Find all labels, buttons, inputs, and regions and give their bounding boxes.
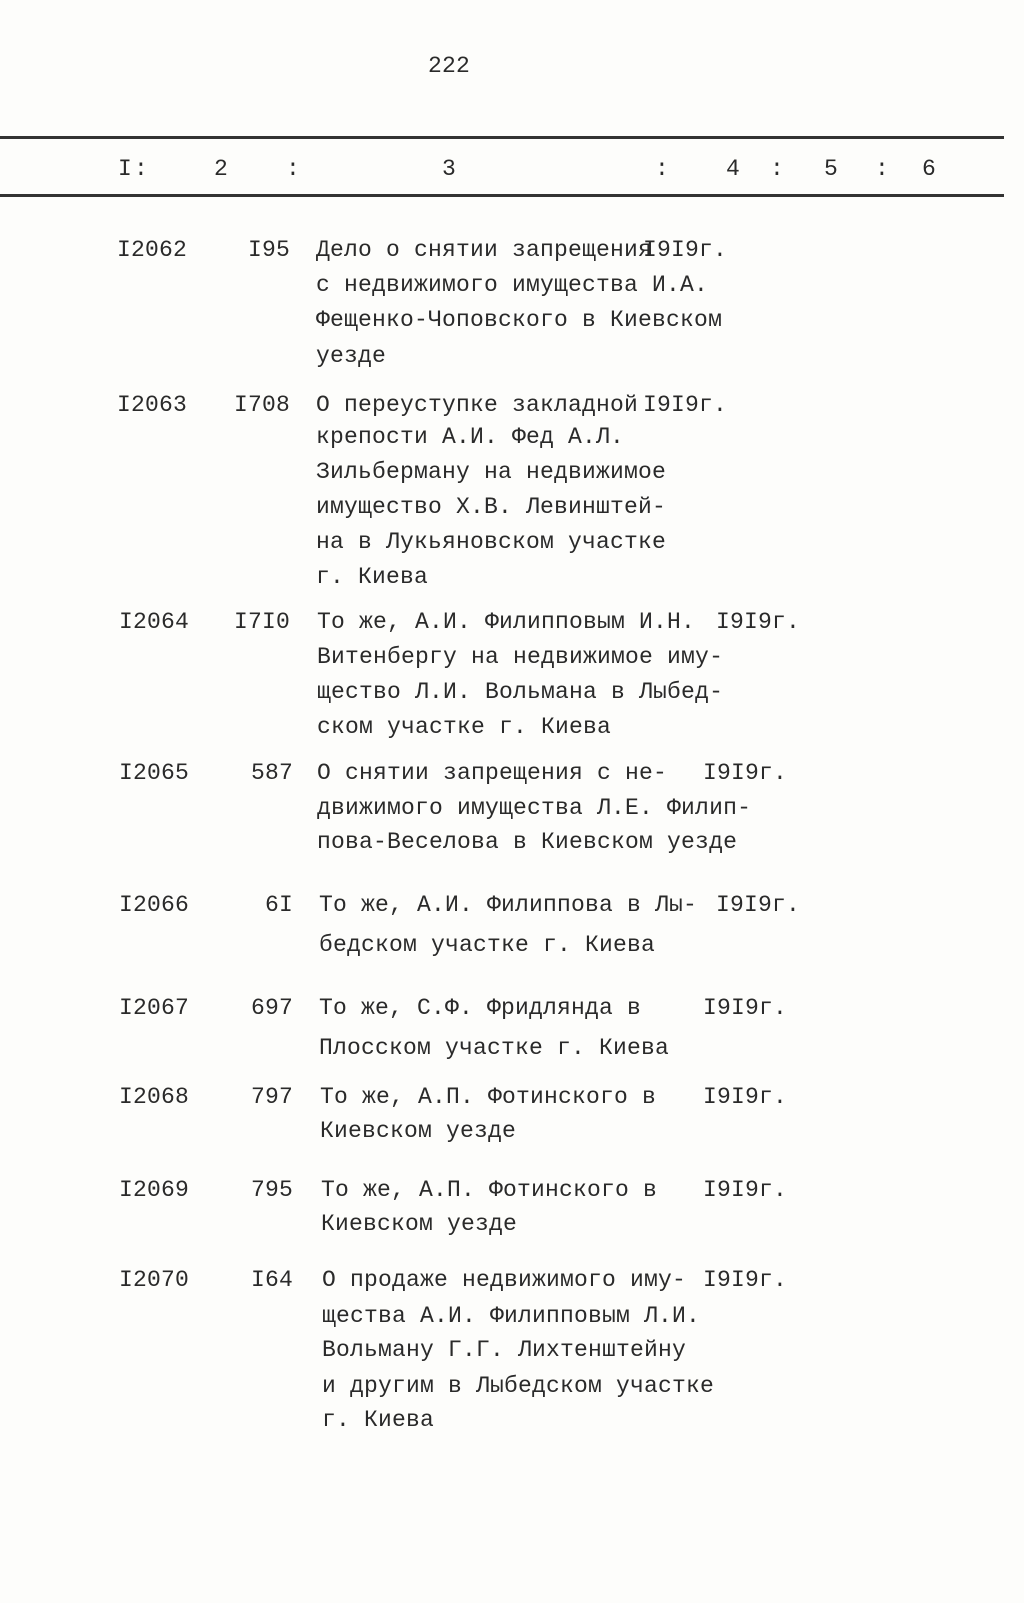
description-line: крепости А.И. Фед А.Л. <box>316 424 625 450</box>
description-line: уезде <box>316 343 387 369</box>
file-number: I64 <box>250 1267 293 1293</box>
year: I9I9г. <box>703 995 788 1021</box>
entry-number: I2062 <box>117 237 188 263</box>
description-line: и другим в Лыбедском участке <box>322 1373 715 1399</box>
entry-number: I2070 <box>119 1267 190 1293</box>
description-line: г. Киева <box>316 564 429 590</box>
description-line: Киевском уезде <box>321 1211 518 1237</box>
entry-number: I2068 <box>119 1084 190 1110</box>
col-separator: : <box>770 156 785 182</box>
file-number: 797 <box>250 1084 293 1110</box>
description-line: Фещенко-Чоповского в Киевском <box>316 307 723 333</box>
col-separator: : <box>286 156 301 182</box>
year: I9I9г. <box>643 392 728 418</box>
file-number: I708 <box>233 392 290 418</box>
description-line: пова-Веселова в Киевском уезде <box>317 829 738 855</box>
file-number: 6I <box>264 892 293 918</box>
description-line: щества А.И. Филипповым Л.И. <box>322 1303 701 1329</box>
year: I9I9г. <box>703 760 788 786</box>
description-line: щество Л.И. Вольмана в Лыбед- <box>317 679 724 705</box>
entry-number: I2066 <box>119 892 190 918</box>
description-line: Плосском участке г. Киева <box>319 1035 670 1061</box>
description-line: О снятии запрещения с не- <box>317 760 668 786</box>
description-line: с недвижимого имущества И.А. <box>316 272 709 298</box>
col-header-1: I <box>118 156 133 182</box>
entry-number: I2063 <box>117 392 188 418</box>
col-separator: : <box>875 156 890 182</box>
description-line: бедском участке г. Киева <box>319 932 656 958</box>
file-number: 587 <box>250 760 293 786</box>
entry-number: I2069 <box>119 1177 190 1203</box>
entry-number: I2064 <box>119 609 190 635</box>
description-line: То же, А.П. Фотинского в <box>320 1084 657 1110</box>
description-line: имущество Х.В. Левинштей- <box>316 494 667 520</box>
file-number: 697 <box>250 995 293 1021</box>
file-number: I7I0 <box>233 609 290 635</box>
col-header-6: 6 <box>922 156 937 182</box>
year: I9I9г. <box>643 237 728 263</box>
description-line: Киевском уезде <box>320 1118 517 1144</box>
col-header-3: 3 <box>442 156 457 182</box>
page-number: 222 <box>428 53 471 79</box>
entry-number: I2065 <box>119 760 190 786</box>
header-bottom-rule <box>0 194 1004 197</box>
description-line: на в Лукьяновском участке <box>316 529 667 555</box>
description-line: Витенбергу на недвижимое иму- <box>317 644 724 670</box>
header-top-rule <box>0 136 1004 139</box>
year: I9I9г. <box>716 892 801 918</box>
description-line: Вольману Г.Г. Лихтенштейну <box>322 1337 687 1363</box>
description-line: То же, С.Ф. Фридлянда в <box>319 995 642 1021</box>
description-line: Дело о снятии запрещения <box>316 237 653 263</box>
col-header-2: 2 <box>214 156 229 182</box>
description-line: То же, А.И. Филиппова в Лы- <box>319 892 698 918</box>
description-line: О переуступке закладной <box>316 392 639 418</box>
description-line: То же, А.И. Филипповым И.Н. <box>317 609 696 635</box>
col-header-5: 5 <box>824 156 839 182</box>
col-separator: : <box>134 156 149 182</box>
col-separator: : <box>655 156 670 182</box>
entry-number: I2067 <box>119 995 190 1021</box>
year: I9I9г. <box>703 1267 788 1293</box>
year: I9I9г. <box>703 1177 788 1203</box>
file-number: 795 <box>250 1177 293 1203</box>
year: I9I9г. <box>703 1084 788 1110</box>
description-line: г. Киева <box>322 1407 435 1433</box>
description-line: движимого имущества Л.Е. Филип- <box>317 795 752 821</box>
description-line: Зильберману на недвижимое <box>316 459 667 485</box>
description-line: О продаже недвижимого иму- <box>322 1267 687 1293</box>
file-number: I95 <box>247 237 290 263</box>
col-header-4: 4 <box>726 156 741 182</box>
description-line: То же, А.П. Фотинского в <box>321 1177 658 1203</box>
description-line: ском участке г. Киева <box>317 714 612 740</box>
year: I9I9г. <box>716 609 801 635</box>
